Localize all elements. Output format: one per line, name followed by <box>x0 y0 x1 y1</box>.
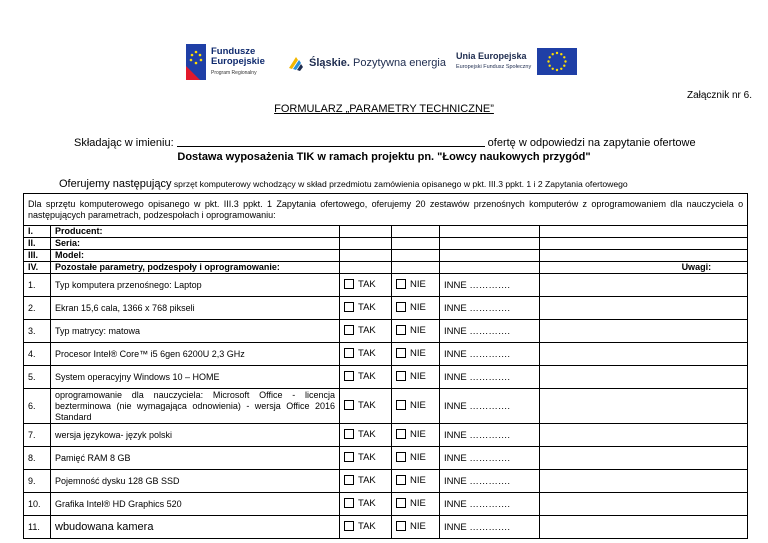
nie-label: NIE <box>410 370 426 382</box>
slaskie-logo <box>287 54 446 72</box>
inne-label: INNE …………. <box>444 348 510 360</box>
nie-cell[interactable] <box>392 297 440 320</box>
tak-label: TAK <box>358 451 376 463</box>
applicant-prefix: Składając w imieniu: <box>74 137 174 149</box>
applicant-name-field[interactable] <box>177 136 485 147</box>
slaskie-bold: Śląskie. <box>309 57 350 69</box>
header-row <box>24 238 748 250</box>
nie-checkbox[interactable] <box>396 302 406 312</box>
remarks-header: Uwagi: <box>540 262 748 274</box>
header-row-label: Model: <box>51 250 340 262</box>
header-row-cell[interactable] <box>440 226 540 238</box>
table-row <box>24 274 748 297</box>
row-number: 3. <box>24 320 51 343</box>
header-row-cell[interactable] <box>392 262 440 274</box>
nie-checkbox[interactable] <box>396 400 406 410</box>
table-row <box>24 389 748 424</box>
header-row <box>24 262 748 274</box>
tak-checkbox[interactable] <box>344 429 354 439</box>
table-row <box>24 447 748 470</box>
tak-checkbox[interactable] <box>344 302 354 312</box>
remarks-cell[interactable] <box>540 274 748 297</box>
ue-line1: Unia Europejska <box>456 50 527 61</box>
logo-bar <box>0 44 768 84</box>
nie-cell[interactable] <box>392 366 440 389</box>
tak-checkbox[interactable] <box>344 452 354 462</box>
nie-label: NIE <box>410 301 426 313</box>
remarks-cell[interactable] <box>540 343 748 366</box>
inne-label: INNE …………. <box>444 521 510 533</box>
nie-checkbox[interactable] <box>396 429 406 439</box>
header-row-cell[interactable] <box>340 262 392 274</box>
row-number: 7. <box>24 424 51 447</box>
inne-label: INNE …………. <box>444 429 510 441</box>
inne-cell[interactable] <box>440 274 540 297</box>
tak-label: TAK <box>358 520 376 532</box>
fundusze-line3: Program Regionalny <box>211 69 257 76</box>
inne-cell[interactable] <box>440 516 540 539</box>
header-row-cell[interactable] <box>440 262 540 274</box>
ue-line2: Europejski Fundusz Społeczny <box>456 63 532 70</box>
nie-checkbox[interactable] <box>396 521 406 531</box>
remarks-cell[interactable] <box>540 424 748 447</box>
inne-cell[interactable] <box>440 470 540 493</box>
remarks-cell[interactable] <box>540 447 748 470</box>
row-number: 8. <box>24 447 51 470</box>
nie-checkbox[interactable] <box>396 348 406 358</box>
remarks-cell[interactable] <box>540 470 748 493</box>
inne-label: INNE …………. <box>444 452 510 464</box>
row-number: 10. <box>24 493 51 516</box>
table-row <box>24 516 748 539</box>
row-number: 6. <box>24 389 51 424</box>
tak-label: TAK <box>358 399 376 411</box>
tak-cell[interactable] <box>340 470 392 493</box>
table-row <box>24 493 748 516</box>
nie-cell[interactable] <box>392 424 440 447</box>
tak-label: TAK <box>358 301 376 313</box>
nie-label: NIE <box>410 474 426 486</box>
header-row-label: Producent: <box>51 226 340 238</box>
nie-label: NIE <box>410 278 426 290</box>
tak-cell[interactable] <box>340 493 392 516</box>
form-title-text: FORMULARZ „PARAMETRY TECHNICZNE” <box>274 103 494 115</box>
nie-label: NIE <box>410 451 426 463</box>
tak-checkbox[interactable] <box>344 279 354 289</box>
row-number: 11. <box>24 516 51 539</box>
applicant-suffix: ofertę w odpowiedzi na zapytanie ofertowe <box>487 137 696 149</box>
tak-cell[interactable] <box>340 366 392 389</box>
nie-checkbox[interactable] <box>396 279 406 289</box>
tak-cell[interactable] <box>340 274 392 297</box>
offer-rest: sprzęt komputerowy wchodzący w skład przedmiotu zamówienia opisanego w pkt. III.3 ppkt. 1 i 2 Zapytania ofertowego <box>171 179 628 189</box>
nie-checkbox[interactable] <box>396 325 406 335</box>
remarks-cell[interactable] <box>540 493 748 516</box>
tak-checkbox[interactable] <box>344 325 354 335</box>
header-row-cell[interactable] <box>440 238 540 250</box>
row-description: Grafika Intel® HD Graphics 520 <box>51 493 340 516</box>
header-row-cell[interactable] <box>340 238 392 250</box>
tak-checkbox[interactable] <box>344 371 354 381</box>
table-row <box>24 366 748 389</box>
nie-label: NIE <box>410 428 426 440</box>
tak-cell[interactable] <box>340 389 392 424</box>
row-description: wbudowana kamera <box>51 516 340 539</box>
nie-cell[interactable] <box>392 343 440 366</box>
tak-label: TAK <box>358 278 376 290</box>
nie-label: NIE <box>410 347 426 359</box>
header-row-cell[interactable] <box>540 238 748 250</box>
fundusze-flag-icon <box>186 44 206 80</box>
table-row <box>24 297 748 320</box>
row-description: wersja językowa- język polski <box>51 424 340 447</box>
row-description: Pamięć RAM 8 GB <box>51 447 340 470</box>
row-number: 5. <box>24 366 51 389</box>
inne-cell[interactable] <box>440 343 540 366</box>
nie-cell[interactable] <box>392 274 440 297</box>
slaskie-slogan <box>309 57 446 69</box>
tak-label: TAK <box>358 347 376 359</box>
inne-label: INNE …………. <box>444 302 510 314</box>
tak-cell[interactable] <box>340 516 392 539</box>
intro-text: Dla sprzętu komputerowego opisanego w pkt. III.3 ppkt. 1 Zapytania ofertowego, oferujemy 20 zestawów przenośnych komputerów z oprogramowaniem dla nauczyciela o następujących parametrach, podzespołach i oprogramowaniu: <box>24 194 748 226</box>
offer-lead: Oferujemy następujący <box>59 178 172 190</box>
tak-checkbox[interactable] <box>344 498 354 508</box>
applicant-line <box>74 136 696 149</box>
remarks-cell[interactable] <box>540 320 748 343</box>
nie-cell[interactable] <box>392 389 440 424</box>
inne-cell[interactable] <box>440 320 540 343</box>
nie-cell[interactable] <box>392 470 440 493</box>
row-description: System operacyjny Windows 10 – HOME <box>51 366 340 389</box>
tak-cell[interactable] <box>340 297 392 320</box>
header-row <box>24 226 748 238</box>
header-row-cell[interactable] <box>440 250 540 262</box>
header-row-cell[interactable] <box>340 250 392 262</box>
nie-cell[interactable] <box>392 516 440 539</box>
fundusze-europejskie-logo <box>186 44 265 80</box>
nie-cell[interactable] <box>392 447 440 470</box>
nie-label: NIE <box>410 324 426 336</box>
inne-label: INNE …………. <box>444 279 510 291</box>
inne-label: INNE …………. <box>444 371 510 383</box>
row-number: 4. <box>24 343 51 366</box>
tak-checkbox[interactable] <box>344 348 354 358</box>
header-row-label: Seria: <box>51 238 340 250</box>
table-row <box>24 424 748 447</box>
header-row-cell[interactable] <box>392 226 440 238</box>
tak-cell[interactable] <box>340 320 392 343</box>
inne-cell[interactable] <box>440 493 540 516</box>
tak-cell[interactable] <box>340 424 392 447</box>
header-row-number: III. <box>24 250 51 262</box>
parameters-table <box>23 193 748 539</box>
header-row-number: II. <box>24 238 51 250</box>
row-number: 9. <box>24 470 51 493</box>
fundusze-line1: Fundusze <box>211 45 256 57</box>
tak-cell[interactable] <box>340 447 392 470</box>
fundusze-line2: Europejskie <box>211 55 265 67</box>
slaskie-rest: Pozytywna energia <box>349 57 446 69</box>
nie-label: NIE <box>410 399 426 411</box>
table-row <box>24 320 748 343</box>
tak-checkbox[interactable] <box>344 475 354 485</box>
row-number: 2. <box>24 297 51 320</box>
remarks-cell[interactable] <box>540 297 748 320</box>
attachment-label: Załącznik nr 6. <box>686 90 752 101</box>
header-row-cell[interactable] <box>540 226 748 238</box>
tak-checkbox[interactable] <box>344 400 354 410</box>
row-description: Typ komputera przenośnego: Laptop <box>51 274 340 297</box>
header-row-cell[interactable] <box>540 250 748 262</box>
inne-cell[interactable] <box>440 389 540 424</box>
tak-cell[interactable] <box>340 343 392 366</box>
inne-label: INNE …………. <box>444 475 510 487</box>
row-description: oprogramowanie dla nauczyciela: Microsoft Office - licencja bezterminowa (nie wymagająca odnowienia) - wersja Office 2016 Standard <box>51 389 340 424</box>
row-number: 1. <box>24 274 51 297</box>
tak-label: TAK <box>358 324 376 336</box>
remarks-cell[interactable] <box>540 366 748 389</box>
nie-label: NIE <box>410 497 426 509</box>
remarks-cell[interactable] <box>540 516 748 539</box>
row-description: Ekran 15,6 cala, 1366 x 768 pikseli <box>51 297 340 320</box>
inne-label: INNE …………. <box>444 325 510 337</box>
nie-checkbox[interactable] <box>396 475 406 485</box>
tak-label: TAK <box>358 497 376 509</box>
nie-checkbox[interactable] <box>396 452 406 462</box>
header-row-label: Pozostałe parametry, podzespoły i oprogramowanie: <box>51 262 340 274</box>
tak-label: TAK <box>358 370 376 382</box>
nie-cell[interactable] <box>392 493 440 516</box>
row-description: Typ matrycy: matowa <box>51 320 340 343</box>
subject-title: Dostawa wyposażenia TIK w ramach projektu pn. "Łowcy naukowych przygód" <box>177 151 591 163</box>
table-row <box>24 343 748 366</box>
ue-logo <box>456 48 577 75</box>
nie-label: NIE <box>410 520 426 532</box>
inne-cell[interactable] <box>440 297 540 320</box>
inne-label: INNE …………. <box>444 498 510 510</box>
row-description: Pojemność dysku 128 GB SSD <box>51 470 340 493</box>
tak-label: TAK <box>358 474 376 486</box>
offer-statement <box>59 178 628 190</box>
inne-cell[interactable] <box>440 447 540 470</box>
inne-cell[interactable] <box>440 366 540 389</box>
tak-label: TAK <box>358 428 376 440</box>
row-description: Procesor Intel® Core™ i5 6gen 6200U 2,3 GHz <box>51 343 340 366</box>
form-title <box>0 103 768 115</box>
table-row <box>24 470 748 493</box>
intro-row <box>24 194 748 226</box>
header-row-cell[interactable] <box>392 238 440 250</box>
nie-checkbox[interactable] <box>396 371 406 381</box>
inne-label: INNE …………. <box>444 400 510 412</box>
eu-flag-icon <box>537 48 577 75</box>
header-row-cell[interactable] <box>392 250 440 262</box>
header-row <box>24 250 748 262</box>
slaskie-emblem-icon <box>287 54 305 72</box>
header-row-number: IV. <box>24 262 51 274</box>
remarks-cell[interactable] <box>540 389 748 424</box>
nie-cell[interactable] <box>392 320 440 343</box>
header-row-number: I. <box>24 226 51 238</box>
tak-checkbox[interactable] <box>344 521 354 531</box>
header-row-cell[interactable] <box>340 226 392 238</box>
nie-checkbox[interactable] <box>396 498 406 508</box>
inne-cell[interactable] <box>440 424 540 447</box>
